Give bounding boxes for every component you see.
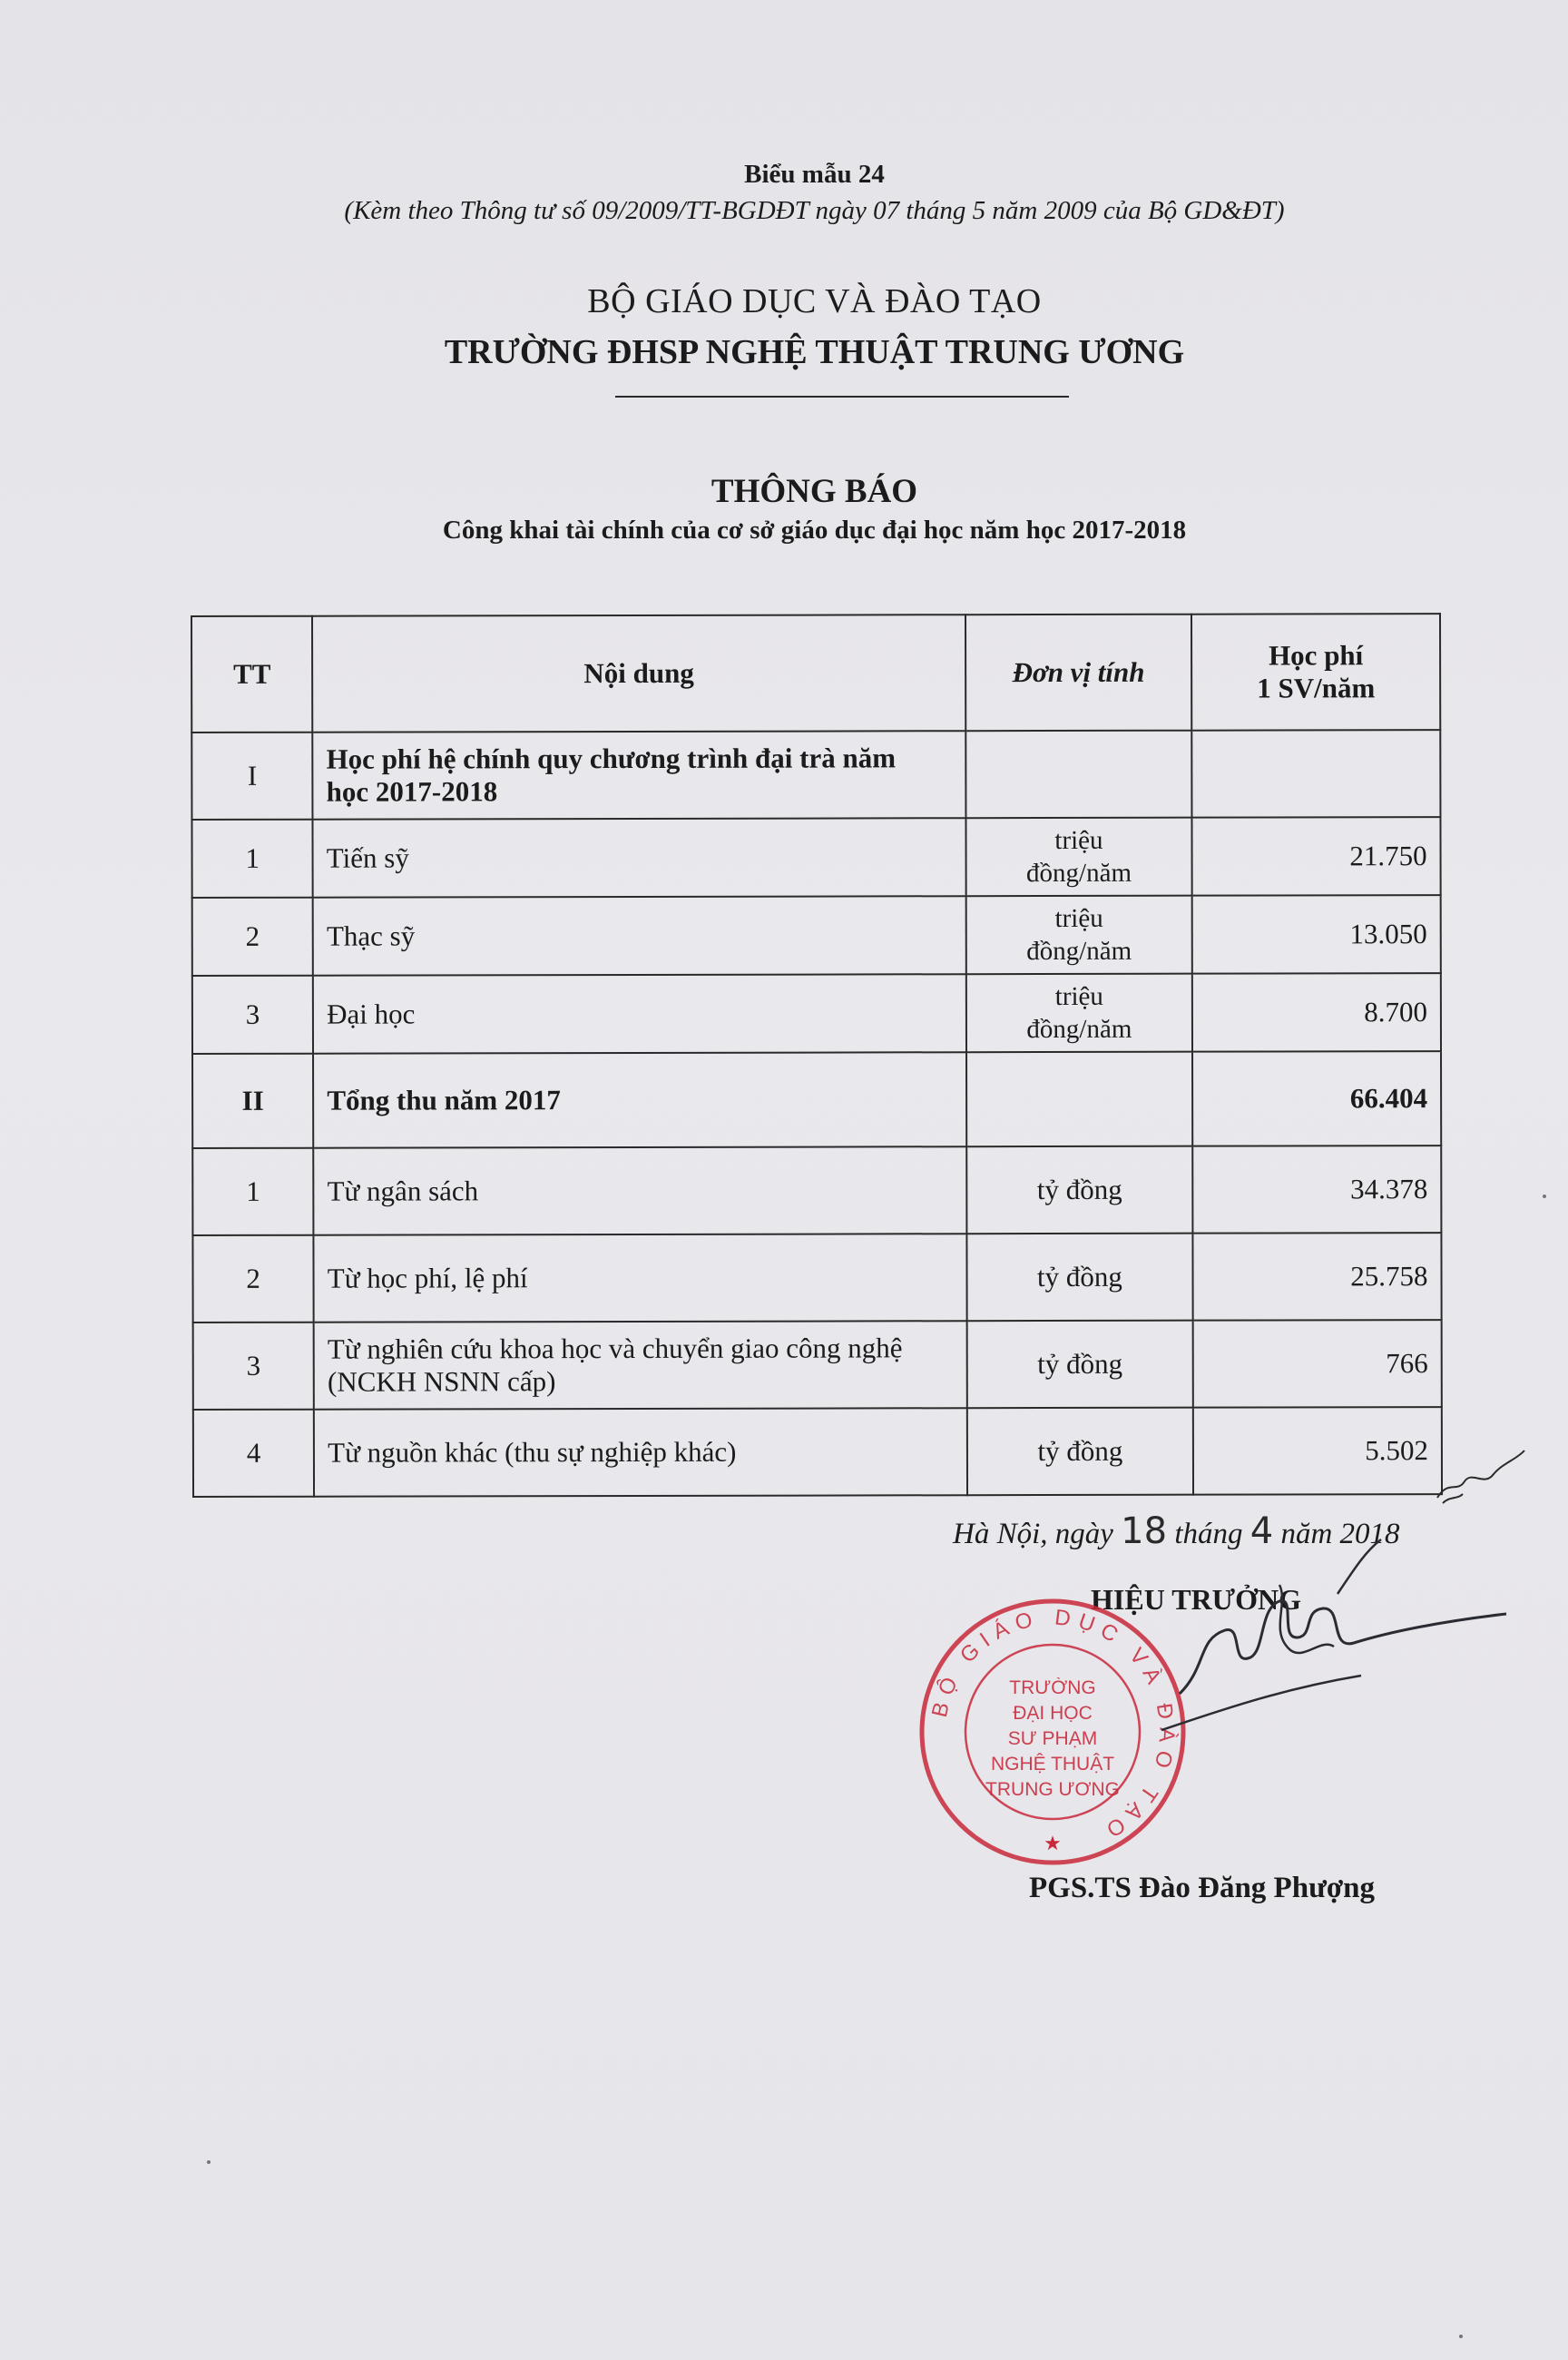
paper-speck — [207, 2160, 211, 2164]
header-tt: TT — [191, 616, 312, 733]
row-unit-line1: triệu — [1054, 825, 1103, 855]
seal-line-3: SƯ PHẠM — [1007, 1728, 1098, 1749]
row-content-line1: Từ nghiên cứu khoa học và chuyển giao công nghệ — [327, 1332, 903, 1365]
row-unit-line2: đồng/năm — [1026, 858, 1132, 889]
table-row — [192, 1146, 1441, 1235]
row-number: 1 — [192, 1148, 313, 1235]
notice-subtitle: Công khai tài chính của cơ sở giáo dục đại học năm học 2017-2018 — [442, 516, 1187, 545]
handwritten-initials — [1430, 1443, 1530, 1507]
row-content-line2: (NCKH NSNN cấp) — [327, 1365, 556, 1398]
signer-name: PGS.TS Đào Đăng Phượng — [1029, 1872, 1375, 1904]
table-row — [193, 1320, 1442, 1410]
header-content: Nội dung — [312, 615, 965, 733]
section-row — [192, 1051, 1441, 1148]
header-unit: Đơn vị tính — [965, 615, 1192, 732]
section-total-value: 66.404 — [1192, 1051, 1441, 1146]
row-unit — [966, 974, 1193, 1053]
row-unit: tỷ đồng — [966, 1146, 1193, 1234]
date-prefix: Hà Nội, ngày — [953, 1518, 1113, 1550]
row-unit: tỷ đồng — [967, 1408, 1194, 1496]
section-number: II — [192, 1054, 313, 1148]
row-value: 25.758 — [1193, 1233, 1442, 1321]
finance-table — [191, 613, 1443, 1498]
row-content: Từ ngân sách — [313, 1146, 966, 1235]
row-number: 4 — [193, 1410, 314, 1497]
row-unit — [965, 896, 1192, 975]
row-unit-line2: đồng/năm — [1026, 936, 1132, 967]
signer-position: HIỆU TRƯỞNG — [1091, 1583, 1302, 1616]
row-content — [314, 1321, 967, 1410]
row-unit-line2: đồng/năm — [1026, 1014, 1132, 1045]
seal-star-icon: ★ — [1044, 1833, 1062, 1855]
header-fee-line2: 1 SV/năm — [1257, 672, 1376, 704]
header-divider — [615, 396, 1069, 398]
row-number: 3 — [193, 1323, 314, 1410]
header-fee-line1: Học phí — [1269, 639, 1364, 672]
row-unit-line1: triệu — [1054, 981, 1103, 1011]
section-row — [191, 730, 1440, 820]
paper-speck — [1543, 1195, 1546, 1198]
table-row — [192, 895, 1441, 976]
row-content: Thạc sỹ — [313, 896, 966, 976]
table-row — [192, 1233, 1441, 1323]
row-number: 1 — [191, 820, 312, 898]
section-unit-empty — [965, 731, 1192, 819]
table-header-row — [191, 614, 1440, 733]
seal-line-4: NGHỆ THUẬT — [990, 1754, 1115, 1775]
row-number: 2 — [192, 1235, 313, 1323]
row-content: Tiến sỹ — [313, 818, 966, 898]
seal-outer-text: BỘ GIÁO DỤC VÀ ĐÀO TẠO — [926, 1605, 1180, 1846]
row-content: Từ học phí, lệ phí — [314, 1234, 967, 1323]
form-number: Biểu mẫu 24 — [744, 160, 885, 189]
row-content: Từ nguồn khác (thu sự nghiệp khác) — [314, 1408, 967, 1497]
row-value: 21.750 — [1192, 817, 1441, 896]
notice-title: THÔNG BÁO — [710, 473, 918, 510]
date-month: 4 — [1250, 1510, 1274, 1552]
row-value: 8.700 — [1192, 973, 1441, 1052]
table-row — [191, 817, 1440, 898]
handwritten-signature — [1143, 1530, 1568, 1757]
row-unit: tỷ đồng — [966, 1321, 1193, 1409]
header-fee — [1191, 614, 1440, 731]
table-row — [193, 1407, 1442, 1497]
paper-speck — [1459, 2335, 1463, 2338]
section-number: I — [191, 733, 312, 820]
section-value-empty — [1191, 730, 1440, 818]
ministry-name: BỘ GIÁO DỤC VÀ ĐÀO TẠO — [587, 282, 1042, 320]
section-title-line1: Học phí hệ chính quy chương trình đại trà năm — [326, 742, 897, 775]
row-unit: tỷ đồng — [966, 1234, 1193, 1322]
attached-circular-note: (Kèm theo Thông tư số 09/2009/TT-BGDĐT ngày 07 tháng 5 năm 2009 của Bộ GD&ĐT) — [344, 196, 1285, 225]
section-title-line2: học 2017-2018 — [326, 775, 498, 808]
table-row — [192, 973, 1441, 1054]
row-value: 766 — [1193, 1320, 1442, 1408]
date-year: năm 2018 — [1280, 1518, 1400, 1550]
section-title — [312, 731, 965, 820]
date-day: 18 — [1121, 1510, 1168, 1552]
row-number: 2 — [192, 898, 313, 976]
section-unit-empty — [966, 1052, 1193, 1147]
seal-line-5: TRUNG ƯƠNG — [985, 1779, 1120, 1800]
row-value: 34.378 — [1192, 1146, 1441, 1234]
seal-line-1: TRƯỜNG — [1009, 1677, 1096, 1698]
school-name: TRƯỜNG ĐHSP NGHỆ THUẬT TRUNG ƯƠNG — [444, 333, 1185, 371]
seal-line-2: ĐẠI HỌC — [1013, 1703, 1093, 1724]
date-month-word: tháng — [1174, 1518, 1243, 1550]
row-value: 13.050 — [1192, 895, 1441, 974]
row-unit-line1: triệu — [1054, 903, 1103, 933]
row-unit — [965, 818, 1192, 897]
row-value: 5.502 — [1193, 1407, 1442, 1495]
row-content: Đại học — [313, 974, 966, 1054]
section-title: Tổng thu năm 2017 — [313, 1052, 966, 1148]
row-number: 3 — [192, 976, 313, 1054]
